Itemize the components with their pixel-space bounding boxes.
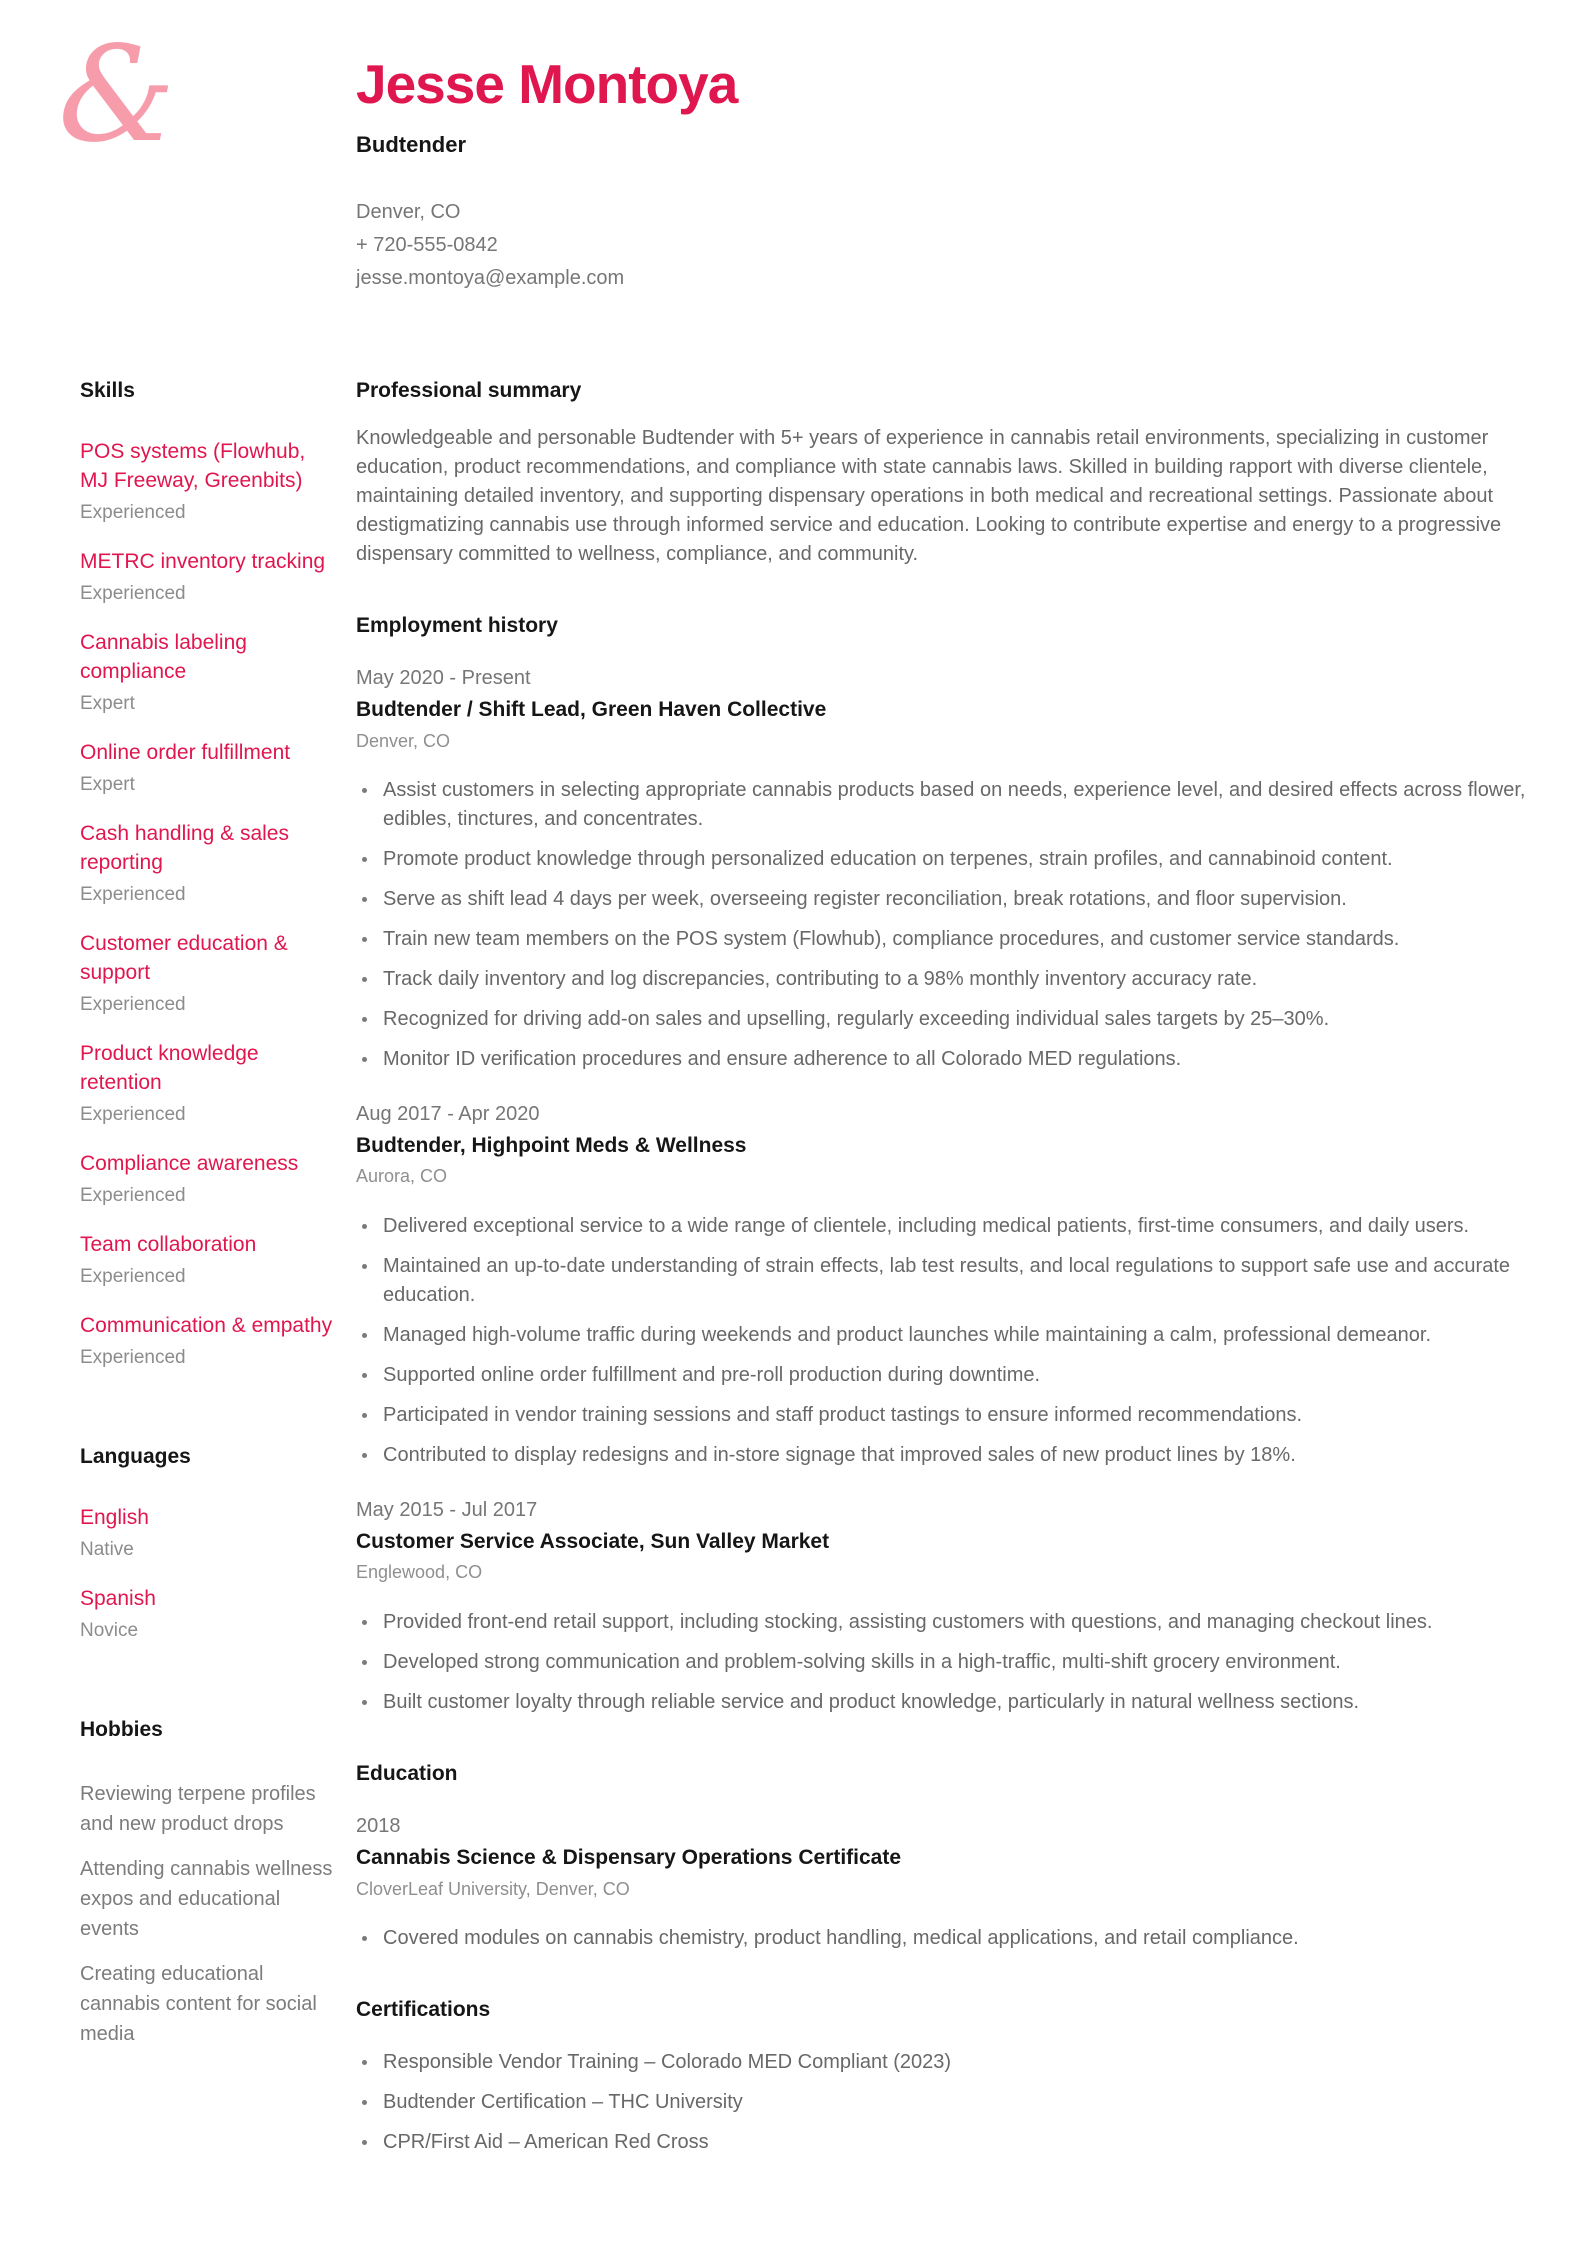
certifications-list (356, 2048, 1534, 2157)
language-item (80, 1503, 336, 1562)
hobby-item: Attending cannabis wellness expos and educational events (80, 1857, 333, 1940)
skill-level: Experienced (80, 884, 186, 906)
skill-level: Experienced (80, 1104, 186, 1126)
skill-name: Team collaboration (80, 1233, 257, 1257)
education-dates: 2018 (356, 1815, 401, 1838)
header (356, 53, 1456, 301)
skill-item (80, 437, 336, 525)
candidate-name: Jesse Montoya (356, 53, 738, 115)
certification-item: CPR/First Aid – American Red Cross (356, 2128, 1534, 2157)
language-item (80, 1584, 336, 1643)
skill-name: METRC inventory tracking (80, 550, 326, 574)
employment-heading: Employment history (356, 614, 558, 638)
skill-level: Experienced (80, 502, 186, 524)
contact-location: Denver, CO (356, 200, 461, 223)
job-bullet: Delivered exceptional service to a wide range of clientele, including medical patients, first-time consumers, and daily users. (356, 1212, 1534, 1241)
skill-item (80, 929, 336, 1017)
education-school: CloverLeaf University, Denver, CO (356, 1878, 630, 1899)
skill-item (80, 819, 336, 907)
skill-level: Experienced (80, 1266, 186, 1288)
job-bullet-list (356, 776, 1534, 1074)
skills-list (80, 437, 336, 1370)
skill-level: Experienced (80, 1347, 186, 1369)
skill-level: Experienced (80, 583, 186, 605)
certification-item: Budtender Certification – THC University (356, 2088, 1534, 2117)
certifications-heading: Certifications (356, 1998, 491, 2022)
skill-name: Cash handling & sales reporting (80, 822, 289, 875)
job-entry (356, 1103, 1534, 1470)
job-bullet: Assist customers in selecting appropriate cannabis products based on needs, experience level, and desired effects across flower, edibles, tinctures, and concentrates. (356, 776, 1534, 834)
job-bullet: Track daily inventory and log discrepancies, contributing to a 98% monthly inventory accuracy rate. (356, 965, 1534, 994)
education-bullet: Covered modules on cannabis chemistry, product handling, medical applications, and retail compliance. (356, 1924, 1534, 1953)
contact-email: jesse.montoya@example.com (356, 266, 625, 289)
job-dates: May 2015 - Jul 2017 (356, 1499, 538, 1522)
ampersand-logo: & (58, 18, 176, 172)
main-content (356, 378, 1534, 2168)
skill-level: Expert (80, 774, 135, 796)
job-bullet: Developed strong communication and problem-solving skills in a high-traffic, multi-shift grocery environment. (356, 1648, 1534, 1677)
skill-level: Expert (80, 693, 135, 715)
hobby-item: Creating educational cannabis content for social media (80, 1962, 317, 2045)
hobbies-list (80, 1779, 336, 2049)
job-entry (356, 667, 1534, 1074)
language-name: Spanish (80, 1587, 156, 1611)
summary-paragraph: Knowledgeable and personable Budtender with 5+ years of experience in cannabis retail environments, specializing in customer education, product recommendations, and compliance with state cannabis laws. Skilled in building rapport with diverse clientele, maintaining detailed inventory, and supporting dispensary operations in both medical and recreational settings. Passionate about destigmatizing cannabis use through informed service and education. Looking to contribute expertise and energy to a progressive dispensary committed to wellness, compliance, and community. (356, 427, 1502, 566)
language-level: Novice (80, 1620, 139, 1642)
job-location: Englewood, CO (356, 1562, 483, 1583)
job-bullet: Serve as shift lead 4 days per week, overseeing register reconciliation, break rotations, and floor supervision. (356, 885, 1534, 914)
sidebar (80, 378, 336, 2064)
skill-item (80, 1149, 336, 1208)
skill-item (80, 1230, 336, 1289)
job-bullet: Train new team members on the POS system (Flowhub), compliance procedures, and customer service standards. (356, 925, 1534, 954)
job-bullet: Provided front-end retail support, including stocking, assisting customers with questions, and managing checkout lines. (356, 1608, 1534, 1637)
skills-heading: Skills (80, 379, 135, 402)
job-entry (356, 1499, 1534, 1717)
job-bullet: Supported online order fulfillment and pre-roll production during downtime. (356, 1361, 1534, 1390)
skill-name: Customer education & support (80, 932, 288, 985)
summary-heading: Professional summary (356, 379, 582, 402)
skill-item (80, 1039, 336, 1127)
job-location: Denver, CO (356, 730, 451, 751)
skill-level: Experienced (80, 1185, 186, 1207)
job-bullet: Built customer loyalty through reliable service and product knowledge, particularly in natural wellness sections. (356, 1688, 1534, 1717)
certification-item: Responsible Vendor Training – Colorado MED Compliant (2023) (356, 2048, 1534, 2077)
languages-list (80, 1503, 336, 1643)
skill-name: Product knowledge retention (80, 1042, 259, 1095)
job-bullet: Monitor ID verification procedures and ensure adherence to all Colorado MED regulations. (356, 1045, 1534, 1074)
job-bullet: Managed high-volume traffic during weekends and product launches while maintaining a calm, professional demeanor. (356, 1321, 1534, 1350)
hobbies-heading: Hobbies (80, 1718, 163, 1742)
job-bullet-list (356, 1212, 1534, 1470)
skill-name: Online order fulfillment (80, 741, 291, 765)
skill-item (80, 547, 336, 606)
education-title: Cannabis Science & Dispensary Operations Certificate (356, 1846, 902, 1870)
candidate-job-title: Budtender (356, 131, 466, 157)
job-bullet-list (356, 1608, 1534, 1717)
job-dates: Aug 2017 - Apr 2020 (356, 1103, 540, 1126)
education-entry (356, 1815, 1534, 1953)
education-heading: Education (356, 1762, 458, 1786)
languages-heading: Languages (80, 1445, 191, 1469)
job-bullet: Contributed to display redesigns and in-store signage that improved sales of new product lines by 18%. (356, 1441, 1534, 1470)
job-bullet: Recognized for driving add-on sales and upselling, regularly exceeding individual sales targets by 25–30%. (356, 1005, 1534, 1034)
skill-level: Experienced (80, 994, 186, 1016)
contact-block (356, 202, 1456, 288)
skill-name: Cannabis labeling compliance (80, 631, 247, 684)
job-dates: May 2020 - Present (356, 667, 531, 690)
job-title: Budtender / Shift Lead, Green Haven Collective (356, 698, 827, 722)
job-title: Budtender, Highpoint Meds & Wellness (356, 1134, 747, 1158)
job-title: Customer Service Associate, Sun Valley Market (356, 1530, 830, 1554)
skill-name: POS systems (Flowhub, MJ Freeway, Greenbits) (80, 440, 306, 493)
skill-name: Communication & empathy (80, 1314, 333, 1338)
skill-item (80, 1311, 336, 1370)
skill-item (80, 628, 336, 716)
skill-name: Compliance awareness (80, 1152, 299, 1176)
education-bullet-list (356, 1924, 1534, 1953)
hobby-item: Reviewing terpene profiles and new product drops (80, 1782, 316, 1835)
job-bullet: Participated in vendor training sessions and staff product tastings to ensure informed recommendations. (356, 1401, 1534, 1430)
language-level: Native (80, 1539, 134, 1561)
job-location: Aurora, CO (356, 1166, 448, 1187)
job-bullet: Promote product knowledge through personalized education on terpenes, strain profiles, and cannabinoid content. (356, 845, 1534, 874)
spacer (80, 1392, 336, 1444)
job-bullet: Maintained an up-to-date understanding of strain effects, lab test results, and local regulations to support safe use and accurate education. (356, 1252, 1534, 1310)
spacer (80, 1665, 336, 1717)
language-name: English (80, 1506, 149, 1530)
skill-item (80, 738, 336, 797)
contact-phone: + 720-555-0842 (356, 233, 498, 256)
